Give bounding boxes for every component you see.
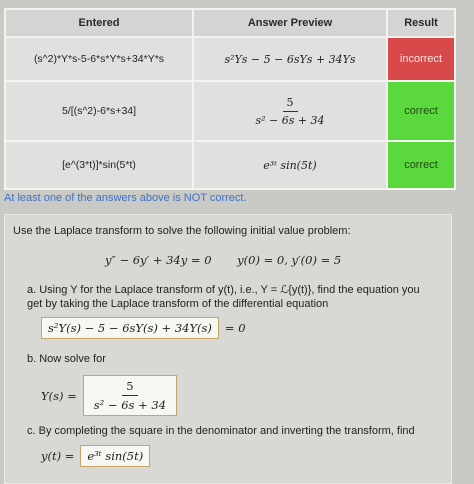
problem-intro: Use the Laplace transform to solve the following initial value problem: xyxy=(13,225,351,237)
fraction-numerator: 5 xyxy=(122,379,137,396)
answers-table xyxy=(4,8,456,190)
fraction-denominator: s² − 6s + 34 xyxy=(255,113,325,127)
answer-b-field[interactable] xyxy=(83,375,177,416)
entered-cell: [e^(3*t)]*sin(5*t) xyxy=(5,141,193,189)
answer-b-lhs: Y(s) = xyxy=(41,388,77,403)
answer-c-field[interactable]: e³ᵗ sin(5t) xyxy=(80,445,150,467)
table-row xyxy=(5,141,455,189)
fraction-denominator: s² − 6s + 34 xyxy=(93,398,167,412)
table-row xyxy=(5,37,455,81)
preview-cell xyxy=(193,81,387,141)
part-a-answer xyxy=(41,317,246,339)
problem-panel xyxy=(4,214,452,484)
part-c-answer xyxy=(41,445,150,467)
result-badge: correct xyxy=(387,141,455,189)
header-answer-preview: Answer Preview xyxy=(193,9,387,37)
ode-line xyxy=(105,253,363,267)
answer-c-lhs: y(t) = xyxy=(41,449,75,463)
initial-conditions: y(0) = 0, y′(0) = 5 xyxy=(237,253,342,267)
entered-cell: (s^2)*Y*s-5-6*s*Y*s+34*Y*s xyxy=(5,37,193,81)
fraction-numerator: 5 xyxy=(283,96,298,112)
answer-notice: At least one of the answers above is NOT correct. xyxy=(4,192,247,204)
answer-a-rhs: = 0 xyxy=(224,321,246,335)
preview-cell: e³ᵗ sin(5t) xyxy=(193,141,387,189)
ode-equation: y″ − 6y′ + 34y = 0 xyxy=(105,253,212,267)
result-badge: incorrect xyxy=(387,37,455,81)
preview-fraction xyxy=(251,96,328,127)
part-b-answer xyxy=(41,375,177,416)
preview-cell: s²Ys − 5 − 6sYs + 34Ys xyxy=(193,37,387,81)
part-c-text: c. By completing the square in the denominator and inverting the transform, find xyxy=(27,425,415,437)
part-b-text: b. Now solve for xyxy=(27,353,106,365)
header-result: Result xyxy=(387,9,455,37)
header-entered: Entered xyxy=(5,9,193,37)
table-row xyxy=(5,81,455,141)
result-badge: correct xyxy=(387,81,455,141)
part-a-text: a. Using Y for the Laplace transform of y(t), i.e., Y = ℒ{y(t)}, find the equation you get by taking the Laplace transform of the differential equation xyxy=(27,284,420,310)
table-header-row xyxy=(5,9,455,37)
answer-a-field[interactable]: s²Y(s) − 5 − 6sY(s) + 34Y(s) xyxy=(41,317,219,339)
answer-b-fraction xyxy=(90,379,170,412)
entered-cell: 5/[(s^2)-6*s+34] xyxy=(5,81,193,141)
